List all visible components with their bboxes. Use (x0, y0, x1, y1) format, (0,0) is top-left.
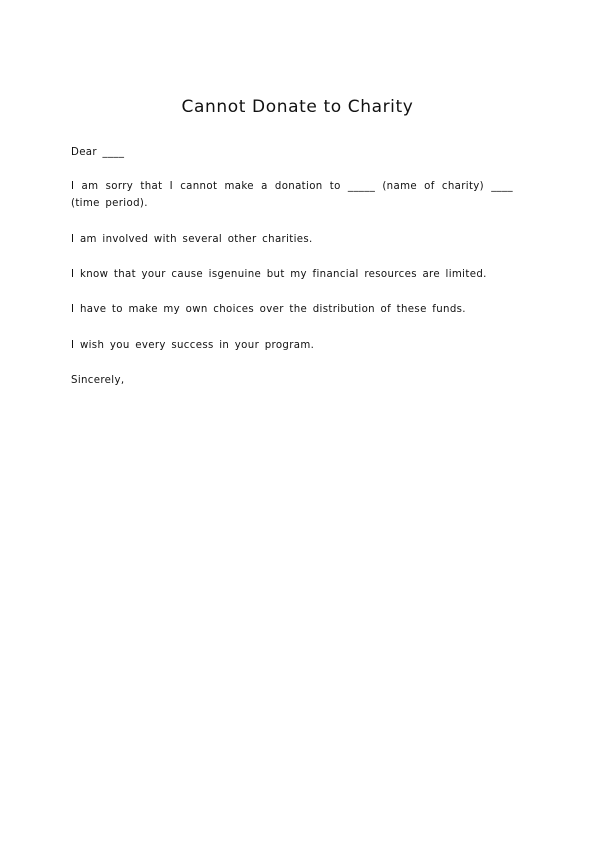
closing-line: Sincerely, (71, 375, 125, 386)
paragraph-success-wish: I wish you every success in your program. (71, 340, 315, 351)
paragraph-donation-apology: I am sorry that I cannot make a donation to _____ (name of charity) ____ (time period). (71, 181, 513, 209)
salutation-line: Dear ____ (71, 147, 125, 158)
paragraph-other-charities: I am involved with several other charities. (71, 234, 313, 245)
document-title: Cannot Donate to Charity (181, 97, 414, 117)
paragraph-limited-resources: I know that your cause isgenuine but my financial resources are limited. (71, 269, 487, 280)
paragraph-fund-distribution: I have to make my own choices over the distribution of these funds. (71, 304, 466, 315)
